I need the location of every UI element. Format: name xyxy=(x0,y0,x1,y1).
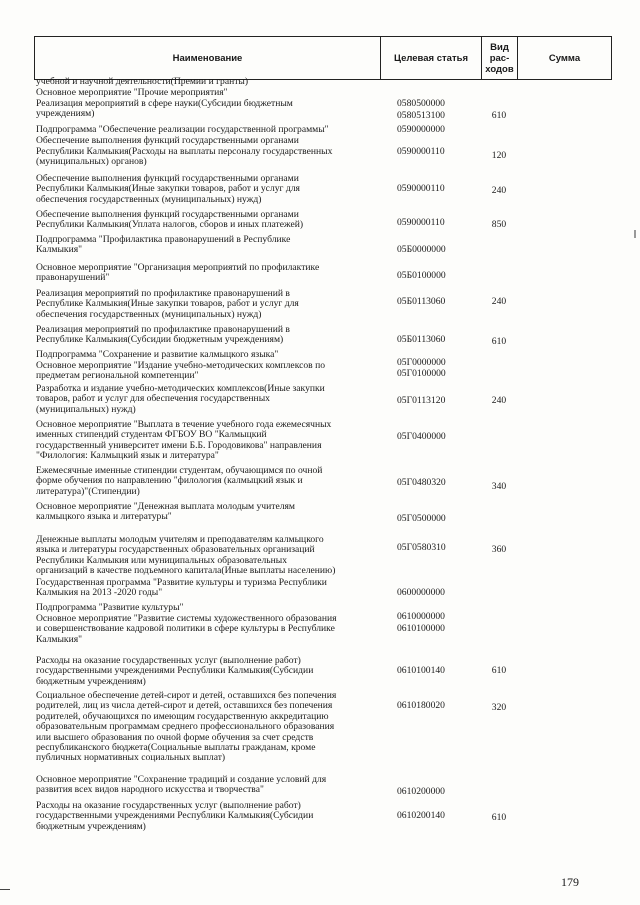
row-name-line: Ежемесячные именные стипендии студентам, обучающимся по очной xyxy=(36,465,323,476)
row-target-article: 05Г0113120 xyxy=(397,395,446,406)
row-name-line: государственными учреждениями Республики Калмыкия(Субсидии xyxy=(36,665,314,677)
row-name-line: Государственная программа "Развитие культуры и туризма Республики xyxy=(36,577,327,588)
row-name xyxy=(36,420,378,462)
row-name xyxy=(36,361,378,382)
row-name-line: (муниципальных) органов) xyxy=(36,156,147,168)
row-name-line: языка и литературы государственных образовательных организаций xyxy=(36,544,315,556)
page-number: 179 xyxy=(561,875,579,889)
row-target-article: 0590000000 xyxy=(397,124,445,135)
row-target-article: 05Г0100000 xyxy=(397,368,446,379)
row-name-line: Реализация мероприятий по профилактике правонарушений в xyxy=(36,288,290,299)
row-target-article: 0610200140 xyxy=(397,810,445,821)
row-name xyxy=(36,174,378,205)
header-expense-type: Вид рас- ходов xyxy=(481,36,518,80)
row-name-line: Калмыкия" xyxy=(36,633,83,645)
row-target-article: 0610180020 xyxy=(397,700,445,711)
row-name-line: учреждениям) xyxy=(36,108,95,120)
row-target-article: 0580513100 xyxy=(397,110,445,121)
row-name-line: обеспечения государственных (муниципальных) нужд) xyxy=(36,193,262,205)
row-target-article: 05Г0580310 xyxy=(397,542,446,553)
row-name-line: Подпрограмма "Сохранение и развитие калмыцкого языка" xyxy=(36,349,279,360)
row-expense-type: 240 xyxy=(491,395,507,406)
row-target-article: 05Г0500000 xyxy=(397,513,446,524)
row-name-line: учебной и научной деятельности(Премии и гранты) xyxy=(36,76,249,87)
header-sum: Сумма xyxy=(517,36,612,80)
row-name-line: государственными учреждениями Республики Калмыкия(Субсидии xyxy=(36,810,314,822)
row-name-line: товаров, работ и услуг для обеспечения государственных xyxy=(36,393,270,405)
row-name-line: государственный университет имени Б.Б. Городовикова" направления xyxy=(36,439,322,451)
row-name xyxy=(36,535,378,577)
row-name-line: (муниципальных) нужд) xyxy=(36,403,136,415)
row-target-article: 0610000000 xyxy=(397,611,445,622)
row-name-line: Обеспечение выполнения функций государственными органами xyxy=(36,173,299,184)
row-name-line: Расходы на оказание государственных услуг (выполнение работ) xyxy=(36,655,301,666)
row-target-article: 05Б0100000 xyxy=(397,270,446,281)
row-name-line: родителей, обучающихся по имеющим государственную аккредитацию xyxy=(36,710,329,722)
row-name xyxy=(36,603,378,613)
row-name xyxy=(36,502,378,523)
row-name-line: и совершенствование кадровой политики в сфере культуры в Республике xyxy=(36,623,335,635)
row-name-line: бюджетным учреждениям) xyxy=(36,675,146,687)
row-expense-type: 610 xyxy=(491,812,507,823)
row-name xyxy=(36,235,378,256)
row-name-line: республиканского бюджета(Социальные выплаты гражданам, кроме xyxy=(36,742,316,754)
row-name xyxy=(36,125,378,135)
row-expense-type: 240 xyxy=(491,185,507,196)
row-expense-type: 340 xyxy=(491,481,507,492)
row-target-article: 0610100140 xyxy=(397,665,445,676)
row-name-line: Основное мероприятие "Денежная выплата молодым учителям xyxy=(36,501,295,512)
row-name-line: Реализация мероприятий по профилактике правонарушений в xyxy=(36,324,290,335)
row-name-line: Республики Калмыкия(Расходы на выплаты персоналу государственных xyxy=(36,146,333,157)
row-name xyxy=(36,656,378,687)
row-target-article: 0590000110 xyxy=(397,183,445,194)
row-name-line: Калмыкия на 2013 -2020 годы" xyxy=(36,587,163,599)
row-expense-type: 320 xyxy=(491,702,507,713)
row-name-line: "Филология: Калмыцкий язык и литература" xyxy=(36,450,219,462)
row-name-line: форме обучения по направлению "филология (калмыцкий язык и xyxy=(36,475,303,487)
row-name-line: Основное мероприятие "Организация мероприятий по профилактике xyxy=(36,262,320,273)
row-name xyxy=(36,325,378,346)
row-expense-type: 240 xyxy=(491,296,507,307)
row-name xyxy=(36,801,378,832)
row-name-line: предметам региональной компетенции" xyxy=(36,370,199,382)
row-name-line: бюджетным учреждениям) xyxy=(36,820,146,832)
row-target-article: 05Г0480320 xyxy=(397,477,446,488)
row-name xyxy=(36,77,378,87)
row-expense-type: 850 xyxy=(491,219,507,230)
row-name-line: Расходы на оказание государственных услуг (выполнение работ) xyxy=(36,800,301,811)
row-name-line: образовательным программам среднего профессионального образования xyxy=(36,721,335,733)
row-expense-type: 610 xyxy=(491,110,507,121)
row-target-article: 0590000110 xyxy=(397,146,445,157)
row-expense-type: 610 xyxy=(491,336,507,347)
row-name-line: Основное мероприятие "Издание учебно-методических комплексов по xyxy=(36,360,326,371)
row-name-line: Республике Калмыкия(Субсидии бюджетным учреждениям) xyxy=(36,334,284,346)
row-name-line: именных стипендий студентам ФГБОУ ВО "Калмыцкий xyxy=(36,429,267,441)
row-name-line: Обеспечение выполнения функций государственными органами xyxy=(36,135,299,146)
row-name-line: литература)"(Стипендии) xyxy=(36,485,140,497)
row-name xyxy=(36,578,378,599)
row-name-line: Республике Калмыкия(Иные закупки товаров, работ и услуг для xyxy=(36,298,299,310)
row-name-line: Социальное обеспечение детей-сирот и детей, оставшихся без попечения xyxy=(36,690,337,701)
row-expense-type: 360 xyxy=(491,544,507,555)
row-target-article: 05Г0400000 xyxy=(397,431,446,442)
row-target-article: 05Б0113060 xyxy=(397,296,446,307)
row-name xyxy=(36,136,378,146)
row-name xyxy=(36,350,378,360)
row-name-line: Обеспечение выполнения функций государственными органами xyxy=(36,209,299,220)
row-name-line: обеспечения государственных (муниципальных) нужд) xyxy=(36,308,262,320)
row-name xyxy=(36,210,378,231)
row-name-line: или высшего образования по очной форме обучения за счет средств xyxy=(36,731,314,743)
row-name-line: организаций в качестве подъемного капитала(Иные выплаты населению) xyxy=(36,565,336,577)
row-name xyxy=(36,691,378,764)
row-name-line: Калмыкия" xyxy=(36,244,83,256)
row-expense-type: 610 xyxy=(491,665,507,676)
row-target-article: 0580500000 xyxy=(397,98,445,109)
margin-mark xyxy=(0,889,10,890)
row-name-line: Республики Калмыкия(Уплата налогов, сборов и иных платежей) xyxy=(36,219,304,231)
row-name-line: правонарушений" xyxy=(36,272,110,284)
row-name-line: Основное мероприятие "Выплата в течение учебного года ежемесячных xyxy=(36,419,332,430)
row-name-line: Основное мероприятие "Прочие мероприятия" xyxy=(36,87,228,98)
row-target-article: 05Б0000000 xyxy=(397,244,446,255)
row-name-line: Реализация мероприятий в сфере науки(Субсидии бюджетным xyxy=(36,98,293,109)
row-name-line: Подпрограмма "Обеспечение реализации государственной программы" xyxy=(36,124,329,135)
row-name xyxy=(36,263,378,284)
row-target-article: 0610200000 xyxy=(397,786,445,797)
row-name-line: Денежные выплаты молодым учителям и преподавателям калмыцкого xyxy=(36,534,324,545)
row-name-line: публичных нормативных социальных выплат) xyxy=(36,752,226,764)
row-name xyxy=(36,289,378,320)
row-name xyxy=(36,466,378,497)
row-name-line: Республики Калмыкия(Иные закупки товаров, работ и услуг для xyxy=(36,183,300,195)
row-target-article: 0600000000 xyxy=(397,587,445,598)
row-name-line: Подпрограмма "Профилактика правонарушений в Республике xyxy=(36,234,291,245)
row-name xyxy=(36,775,378,796)
header-target-article: Целевая статья xyxy=(380,36,482,80)
row-name xyxy=(36,384,378,415)
row-name-line: Основное мероприятие "Развитие системы художественного образования xyxy=(36,613,337,624)
row-name-line: родителей, лиц из числа детей-сирот и детей, оставшихся без попечения xyxy=(36,700,333,712)
row-target-article: 0590000110 xyxy=(397,217,445,228)
row-name xyxy=(36,614,378,645)
row-name-line: калмыцкого языка и литературы" xyxy=(36,511,172,523)
header-name: Наименование xyxy=(34,36,381,80)
row-name xyxy=(36,147,378,168)
row-name-line: развития всех видов народного искусства и творчества" xyxy=(36,784,264,796)
row-name-line: Разработка и издание учебно-методических комплексов(Иные закупки xyxy=(36,383,325,394)
row-target-article: 0610100000 xyxy=(397,623,445,634)
row-name-line: Подпрограмма "Развитие культуры" xyxy=(36,602,184,613)
row-name xyxy=(36,88,378,98)
row-name-line: Республики Калмыкия или муниципальных образовательных xyxy=(36,554,287,566)
row-target-article: 05Б0113060 xyxy=(397,334,446,345)
row-expense-type: 120 xyxy=(491,150,507,161)
row-name-line: Основное мероприятие "Сохранение традиций и создание условий для xyxy=(36,774,327,785)
row-name xyxy=(36,99,378,120)
scan-edge-mark xyxy=(634,230,636,238)
row-target-article: 05Г0000000 xyxy=(397,357,446,368)
